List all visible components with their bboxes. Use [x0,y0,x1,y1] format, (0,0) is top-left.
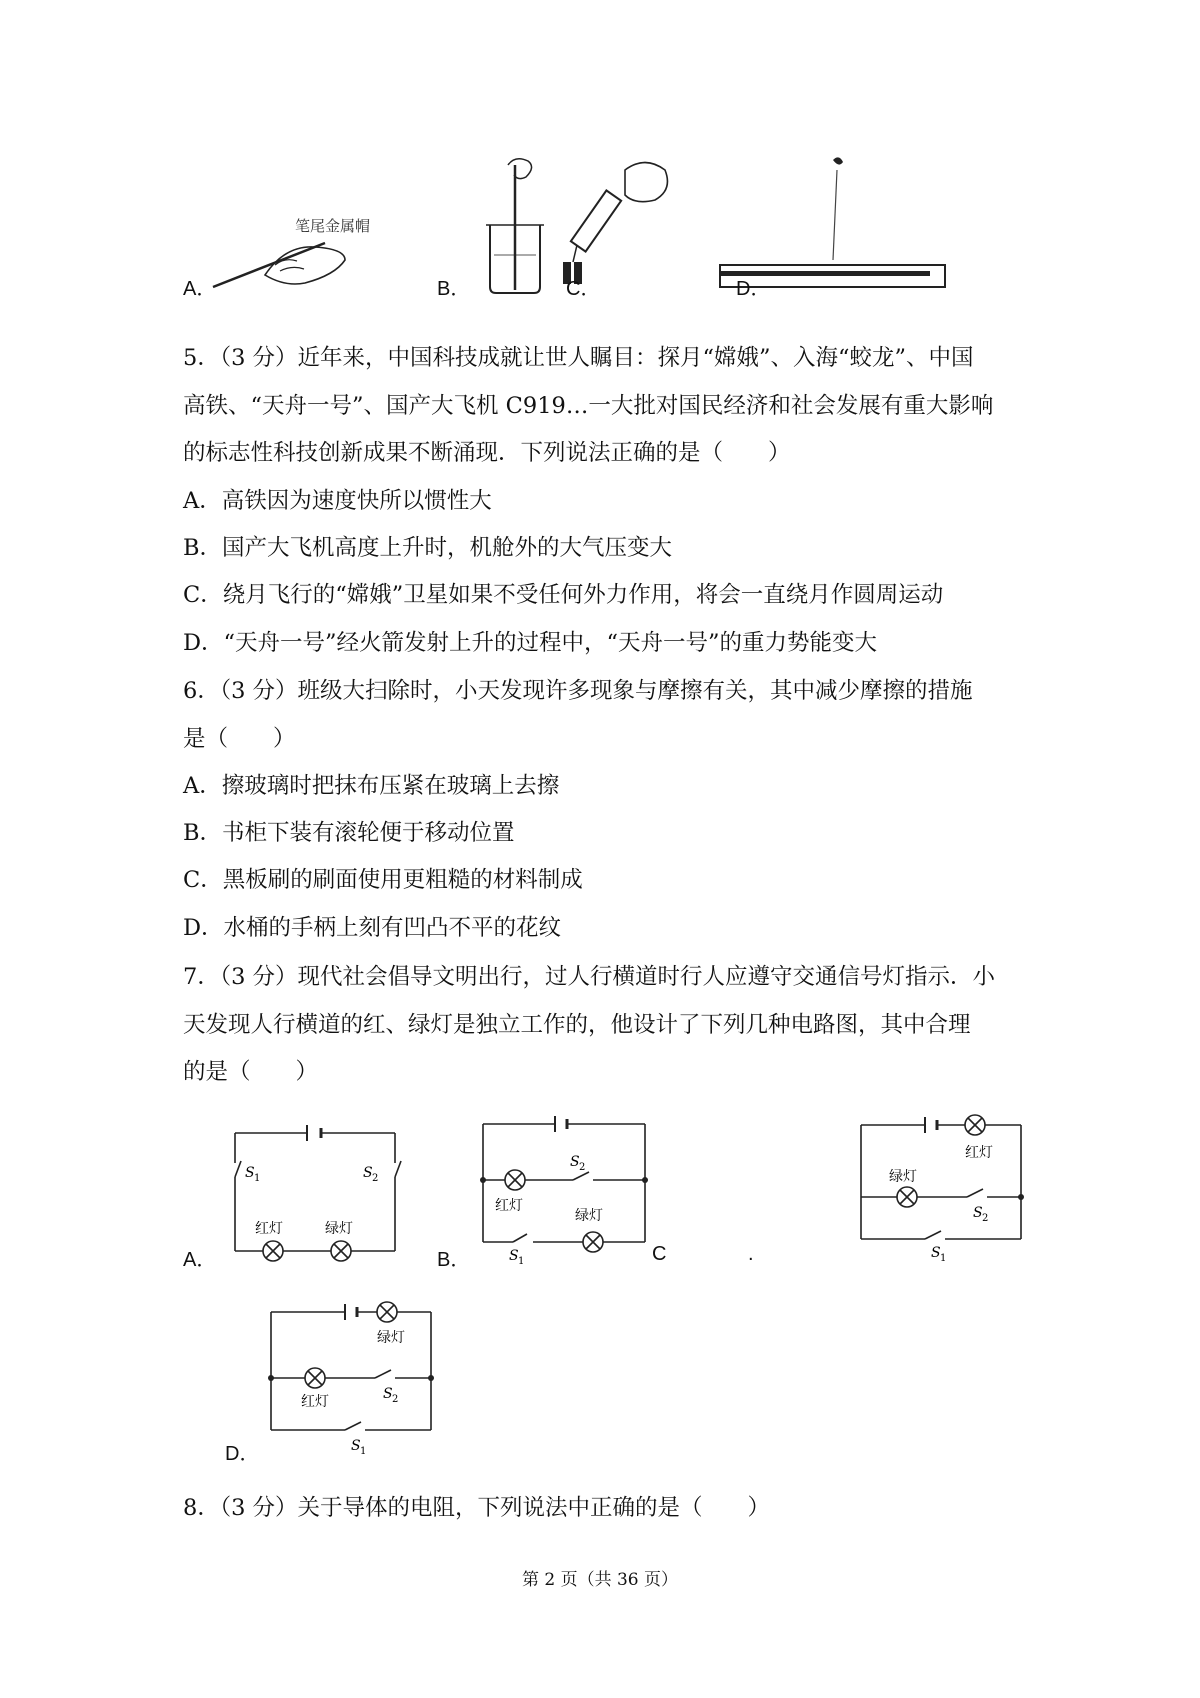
q6-option-d: D．水桶的手柄上刻有凹凸不平的花纹 [183,915,562,941]
circuit-c-s1-label: S [931,1245,941,1261]
circuit-c-green-label: 绿灯 [889,1169,917,1185]
circuit-c-red-label: 红灯 [965,1145,993,1161]
q5-option-d: D．“天舟一号”经火箭发射上升的过程中，“天舟一号”的重力势能变大 [183,630,878,656]
circuit-d-diagram [265,1290,445,1455]
circuit-a-s1-label: S [245,1165,255,1181]
circuit-c-s2-label: S [973,1205,983,1221]
spring-scale-illustration [555,150,675,290]
circuit-d-red-label: 红灯 [301,1394,329,1410]
q6-option-b: B．书柜下装有滚轮便于移动位置 [183,820,515,846]
q6-option-a: A．擦玻璃时把抹布压紧在玻璃上去擦 [183,773,560,799]
circuit-c-s1-sub: 1 [940,1253,947,1264]
q7-circuit-a [225,1115,410,1270]
q8-stem-line-1: 8．（3 分）关于导体的电阻，下列说法中正确的是（ ） [183,1495,771,1521]
q7-option-c-label: C [652,1243,667,1265]
q7-option-d-label: D． [225,1443,260,1465]
circuit-d-green-label: 绿灯 [377,1330,405,1346]
circuit-a-s2-sub: 2 [372,1173,379,1184]
q5-option-c: C．绕月飞行的“嫦娥”卫星如果不受任何外力作用，将会一直绕月作圆周运动 [183,582,944,608]
page-footer: 第 2 页（共 36 页） [521,1570,679,1590]
circuit-b-s2-sub: 2 [579,1162,586,1173]
q6-stem-line-1: 6．（3 分）班级大扫除时，小天发现许多现象与摩擦有关，其中减少摩擦的措施 [183,678,973,704]
q7-stem-line-2: 天发现人行横道的红、绿灯是独立工作的，他设计了下列几种电路图，其中合理 [183,1012,971,1038]
circuit-b-diagram [475,1110,660,1265]
q4-figure-a [205,205,405,295]
q5-option-a: A．高铁因为速度快所以惯性大 [183,488,492,514]
beaker-with-rod-illustration [480,155,550,295]
q5-stem-line-1: 5．（3 分）近年来，中国科技成就让世人瞩目：探月“嫦娥”、入海“蛟龙”、中国 [183,345,974,371]
q7-circuit-b [475,1110,660,1265]
circuit-d-s1-label: S [351,1438,361,1454]
q7-circuit-d [265,1290,445,1455]
circuit-c-s2-sub: 2 [982,1213,989,1224]
circuit-a-red-label: 红灯 [255,1221,283,1237]
circuit-a-green-label: 绿灯 [325,1221,353,1237]
circuit-d-s2-sub: 2 [392,1394,399,1405]
q7-option-c-dot: . [748,1243,754,1265]
pen-cap-caption: 笔尾金属帽 [295,217,371,235]
circuit-a-s1-sub: 1 [254,1173,261,1184]
q7-option-b-label: B． [437,1249,471,1271]
circuit-a-s2-label: S [363,1165,373,1181]
q4-option-a-label: A． [183,278,217,300]
circuit-b-s2-label: S [570,1154,580,1170]
circuit-b-red-label: 红灯 [495,1198,523,1214]
q7-option-a-label: A． [183,1249,217,1271]
circuit-a-diagram [225,1115,410,1270]
q5-stem-line-2: 高铁、“天舟一号”、国产大飞机 C919…一大批对国民经济和社会发展有重大影响 [183,393,994,419]
circuit-c-diagram [855,1105,1035,1265]
q7-circuit-c [855,1105,1035,1265]
q5-option-b: B．国产大飞机高度上升时，机舱外的大气压变大 [183,535,673,561]
q4-figure-b [480,155,550,295]
circuit-d-s1-sub: 1 [360,1446,367,1455]
q5-stem-line-3: 的标志性科技创新成果不断涌现．下列说法正确的是（ ） [183,440,791,466]
q6-stem-line-2: 是（ ） [183,726,296,752]
q4-option-c-label: C． [566,278,601,300]
q4-option-d-label: D． [736,278,771,300]
q4-figure-c [555,150,675,290]
q7-stem-line-3: 的是（ ） [183,1059,319,1085]
q4-option-b-label: B． [437,278,471,300]
pen-in-hand-illustration [205,205,405,295]
circuit-b-s1-sub: 1 [518,1256,525,1265]
circuit-b-green-label: 绿灯 [575,1208,603,1224]
circuit-b-s1-label: S [509,1248,519,1264]
q6-option-c: C．黑板刷的刷面使用更粗糙的材料制成 [183,867,583,893]
circuit-d-s2-label: S [383,1386,393,1402]
q7-stem-line-1: 7．（3 分）现代社会倡导文明出行，过人行横道时行人应遵守交通信号灯指示．小 [183,964,996,990]
